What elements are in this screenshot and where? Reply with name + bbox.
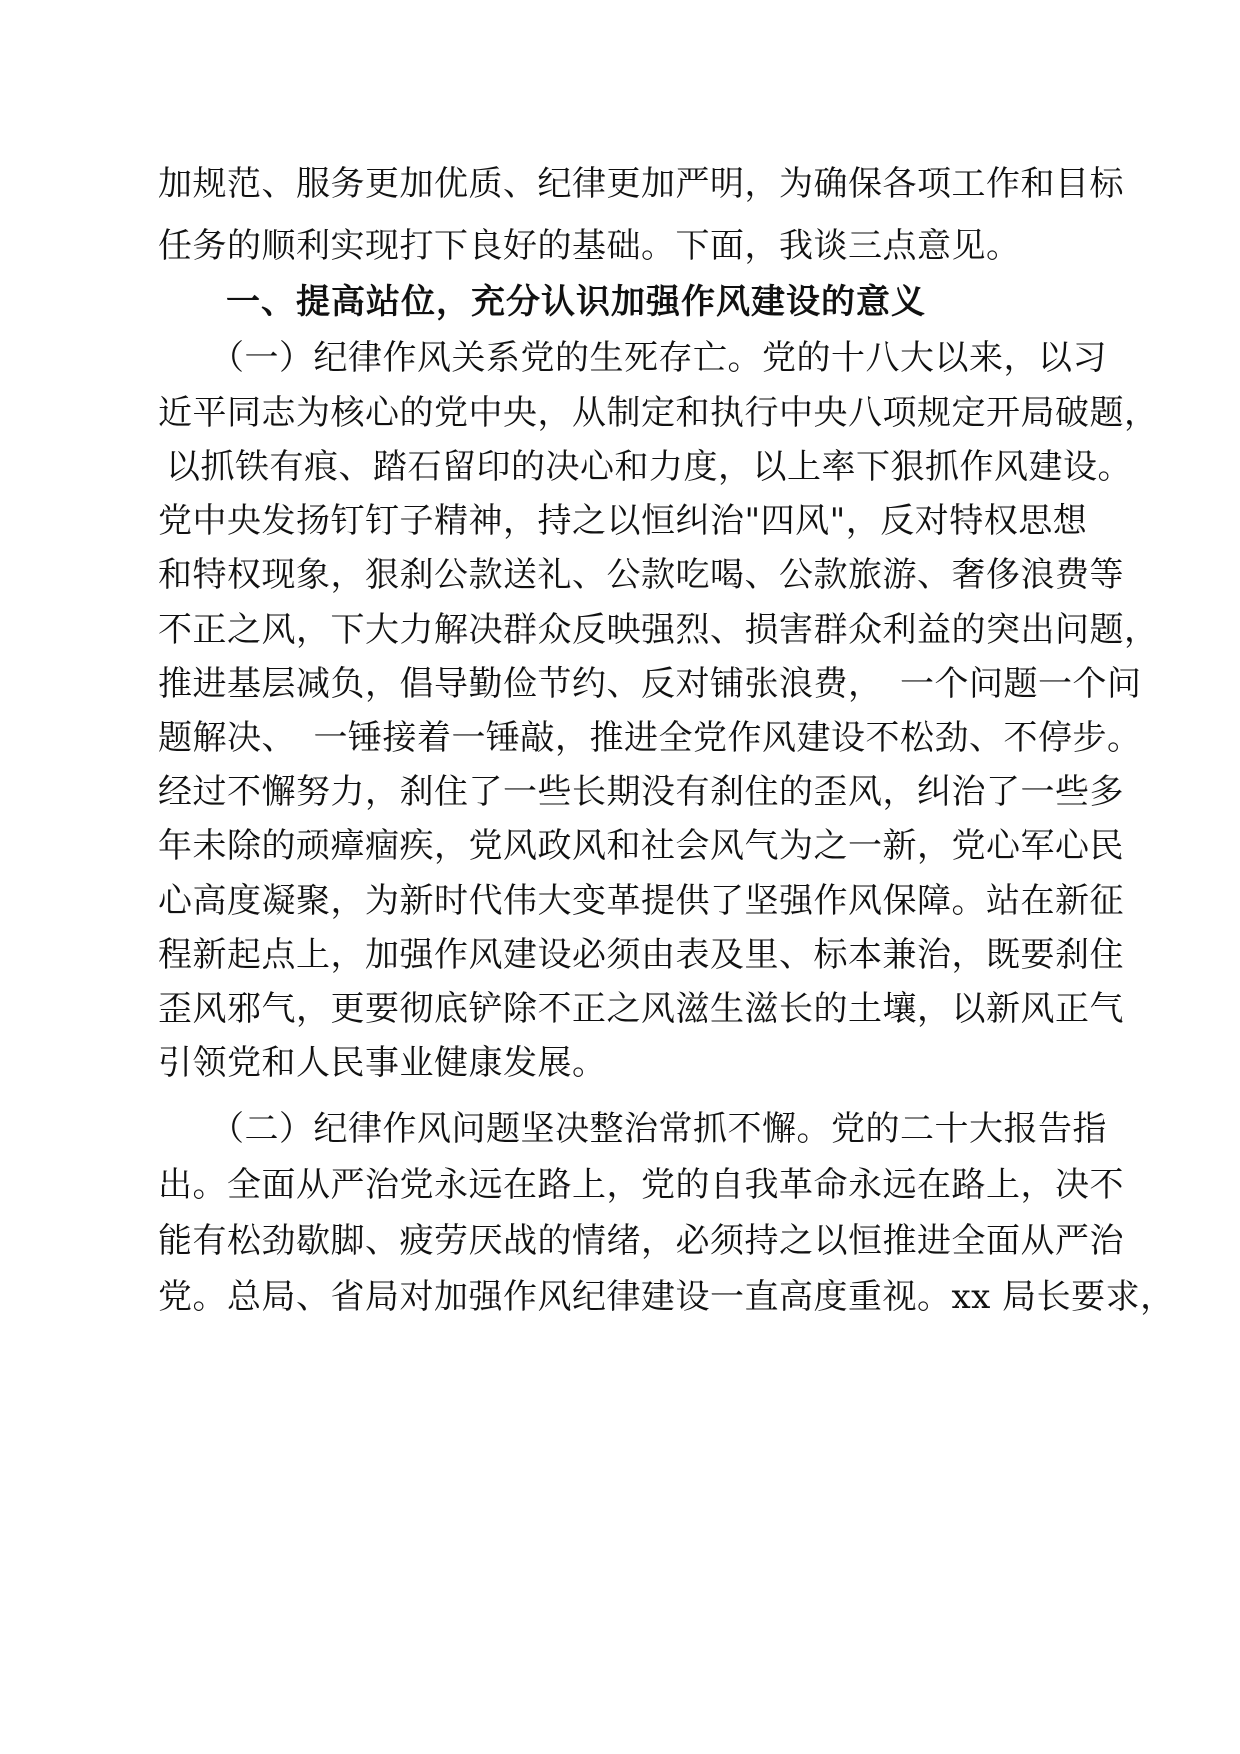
paragraph-first-line: （二）纪律作风问题坚决整治常抓不懈。党的二十大报告指 bbox=[210, 1109, 1107, 1149]
body-text-line: 党。总局、省局对加强作风纪律建设一直高度重视。xx 局长要求， bbox=[158, 1277, 1175, 1317]
body-text-line: 心高度凝聚，为新时代伟大变革提供了坚强作风保障。站在新征 bbox=[158, 881, 1124, 921]
body-text-line: 以抓铁有痕、踏石留印的决心和力度，以上率下狠抓作风建设。 bbox=[166, 447, 1132, 487]
body-text-line: 不正之风，下大力解决群众反映强烈、损害群众利益的突出问题， bbox=[158, 610, 1159, 650]
body-text-line: 经过不懈努力，刹住了一些长期没有刹住的歪风，纠治了一些多 bbox=[158, 772, 1124, 812]
body-text-line: 推进基层减负，倡导勤俭节约、反对铺张浪费， 一个问题一个问 bbox=[158, 664, 1142, 704]
body-text-line: 程新起点上，加强作风建设必须由表及里、标本兼治，既要刹住 bbox=[158, 935, 1124, 975]
body-text-line: 题解决、 一锤接着一锤敲，推进全党作风建设不松劲、不停步。 bbox=[158, 718, 1142, 758]
body-text-line: 任务的顺利实现打下良好的基础。下面，我谈三点意见。 bbox=[158, 226, 1021, 266]
body-text-line: 加规范、服务更加优质、纪律更加严明，为确保各项工作和目标 bbox=[158, 164, 1124, 204]
body-text-line: 近平同志为核心的党中央，从制定和执行中央八项规定开局破题， bbox=[158, 393, 1159, 433]
body-text-line: 歪风邪气，更要彻底铲除不正之风滋生滋长的土壤，以新风正气 bbox=[158, 989, 1124, 1029]
section-heading: 一、提高站位，充分认识加强作风建设的意义 bbox=[226, 282, 926, 322]
body-text-line: 和特权现象，狠刹公款送礼、公款吃喝、公款旅游、奢侈浪费等 bbox=[158, 555, 1124, 595]
body-text-line: 出。全面从严治党永远在路上，党的自我革命永远在路上，决不 bbox=[158, 1165, 1124, 1205]
body-text-line: 党中央发扬钉钉子精神，持之以恒纠治"四风"，反对特权思想 bbox=[158, 501, 1088, 541]
body-text-line: 引领党和人民事业健康发展。 bbox=[158, 1043, 607, 1083]
paragraph-first-line: （一）纪律作风关系党的生死存亡。党的十八大以来，以习 bbox=[210, 338, 1107, 378]
body-text-line: 能有松劲歇脚、疲劳厌战的情绪，必须持之以恒推进全面从严治 bbox=[158, 1221, 1124, 1261]
body-text-line: 年未除的顽瘴痼疾，党风政风和社会风气为之一新，党心军心民 bbox=[158, 826, 1124, 866]
